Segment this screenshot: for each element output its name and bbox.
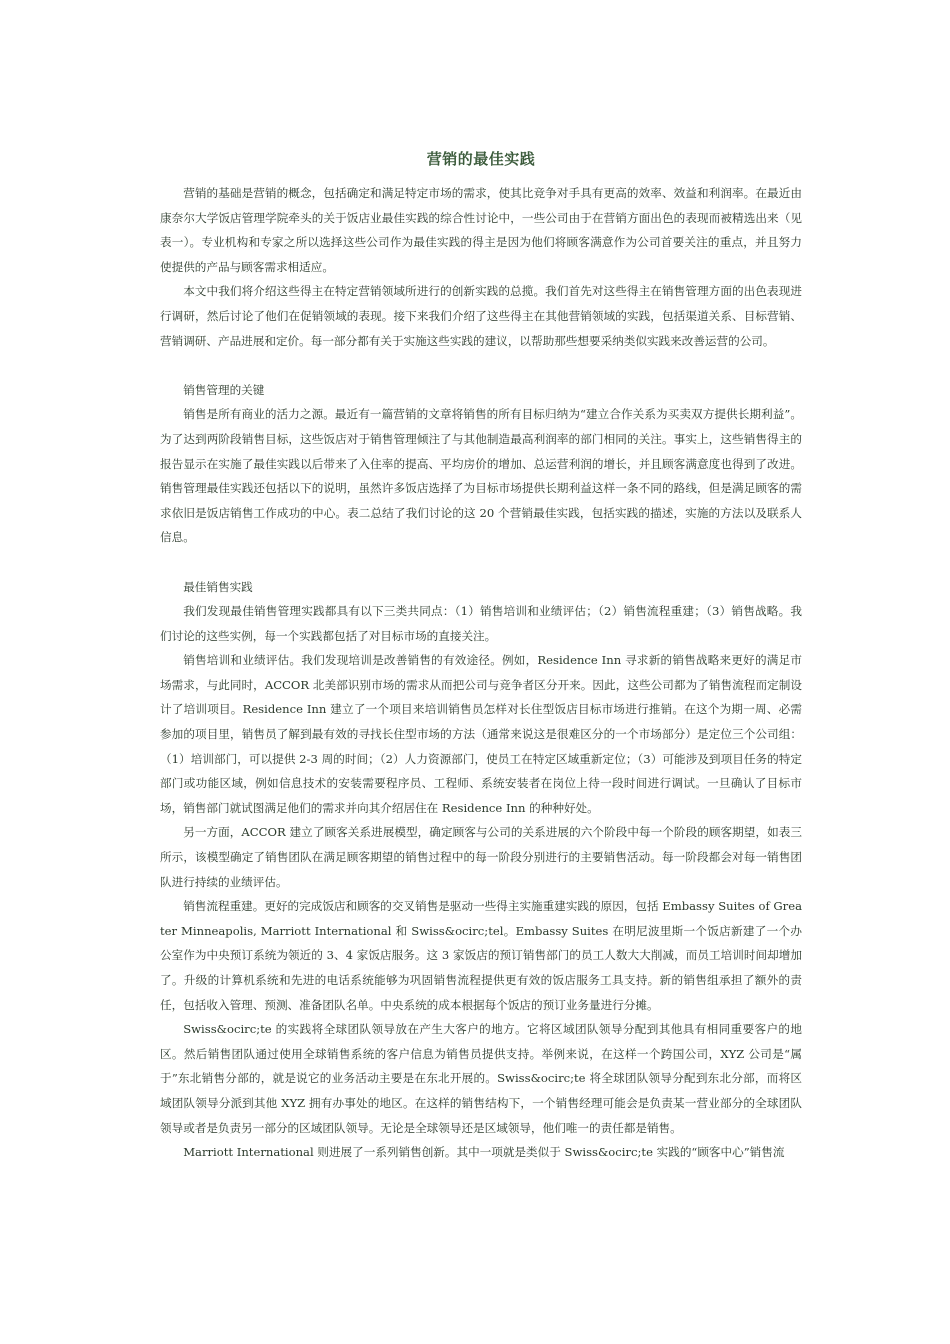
document-title: 营销的最佳实践 (426, 150, 536, 168)
best-practice-paragraph-5: Swiss&ocirc;te 的实践将全球团队领导放在产生大客户的地方。它将区域团队领导分配到其他具有相同重要客户的地区。然后销售团队通过使用全球销售系统的客户信息为销售员提供支持。举例来说，在这样一个跨国公司，XYZ 公司是“属于”东北销售分部的，就是说它的业务活动主要是在东北开展的。Swiss&ocirc;te 将全球团队领导分配到东北分部，而将区域团队领导分派到其他 XYZ 拥有办事处的地区。在这样的销售结构下，一个销售经理可能会是负责某一营业部分的全球团队领导或者是负责另一部分的区域团队领导。无论是全球领导还是区域领导，他们唯一的责任都是销售。 (160, 1022, 802, 1135)
intro-paragraph-1: 营销的基础是营销的概念，包括确定和满足特定市场的需求，使其比竞争对手具有更高的效率、效益和利润率。在最近由康奈尔大学饭店管理学院牵头的关于饭店业最佳实践的综合性讨论中，一些公司由于在营销方面出色的表现而被精选出来（见表一）。专业机构和专家之所以选择这些公司作为最佳实践的得主是因为他们将顾客满意作为公司首要关注的重点，并且努力使提供的产品与顾客需求相适应。 (160, 186, 802, 274)
section-heading-best-sales-practice: 最佳销售实践 (183, 579, 253, 594)
best-practice-paragraph-3: 另一方面，ACCOR 建立了顾客关系进展模型，确定顾客与公司的关系进展的六个阶段中每一个阶段的顾客期望，如表三所示，该模型确定了销售团队在满足顾客期望的销售过程中的每一阶段分别进行的主要销售活动。每一阶段都会对每一销售团队进行持续的业绩评估。 (160, 825, 802, 889)
best-practice-paragraph-6: Marriott International 则进展了一系列销售创新。其中一项就是类似于 Swiss&ocirc;te 实践的“顾客中心”销售流 (183, 1145, 785, 1160)
intro-paragraph-2: 本文中我们将介绍这些得主在特定营销领域所进行的创新实践的总揽。我们首先对这些得主在销售管理方面的出色表现进行调研，然后讨论了他们在促销领域的表现。接下来我们介绍了这些得主在其他营销领域的实践，包括渠道关系、目标营销、营销调研、产品进展和定价。每一部分都有关于实施这些实践的建议，以帮助那些想要采纳类似实践来改善运营的公司。 (160, 284, 802, 348)
best-practice-paragraph-2: 销售培训和业绩评估。我们发现培训是改善销售的有效途径。例如，Residence Inn 寻求新的销售战略来更好的满足市场需求，与此同时，ACCOR 北美部识别市场的需求从而把公司与竞争者区分开来。因此，这些公司都为了销售流程而定制设计了培训项目。Residence Inn 建立了一个项目来培训销售员怎样对长住型饭店目标市场进行推销。在这个为期一周、必需参加的项目里，销售员了解到最有效的寻找长住型市场的方法（通常来说这是很难区分的一个市场部分）是定位三个公司组：（1）培训部门，可以提供 2-3 周的时间；（2）人力资源部门，使员工在特定区域重新定位；（3）可能涉及到项目任务的特定部门或功能区域，例如信息技术的安装需要程序员、工程师、系统安装者在岗位上待一段时间进行调试。一旦确认了目标市场，销售部门就试图满足他们的需求并向其介绍居住在 Residence Inn 的种种好处。 (160, 653, 802, 815)
document-page (160, 148, 802, 1165)
best-practice-paragraph-1: 我们发现最佳销售管理实践都具有以下三类共同点：（1）销售培训和业绩评估；（2）销售流程重建；（3）销售战略。我们讨论的这些实例，每一个实践都包括了对目标市场的直接关注。 (160, 604, 802, 643)
sales-management-paragraph: 销售是所有商业的活力之源。最近有一篇营销的文章将销售的所有目标归纳为“建立合作关系为买卖双方提供长期利益”。为了达到两阶段销售目标，这些饭店对于销售管理倾注了与其他制造最高利润率的部门相同的关注。事实上，这些销售得主的报告显示在实施了最佳实践以后带来了入住率的提高、平均房价的增加、总运营利润的增长，并且顾客满意度也得到了改进。销售管理最佳实践还包括以下的说明，虽然许多饭店选择了为目标市场提供长期利益这样一条不同的路线，但是满足顾客的需求依旧是饭店销售工作成功的中心。表二总结了我们讨论的这 20 个营销最佳实践，包括实践的描述，实施的方法以及联系人信息。 (160, 407, 802, 545)
best-practice-paragraph-4: 销售流程重建。更好的完成饭店和顾客的交叉销售是驱动一些得主实施重建实践的原因，包括 Embassy Suites of Greater Minneapolis, Marriott International 和 Swiss&ocirc;tel。Embassy Suites 在明尼波里斯一个饭店新建了一个办公室作为中央预订系统为领近的 3、4 家饭店服务。这 3 家饭店的预订销售部门的员工人数大大削减，而员工培训时间却增加了。升级的计算机系统和先进的电话系统能够为巩固销售流程提供更有效的饭店服务工具支持。新的销售组承担了额外的责任，包括收入管理、预测、准备团队名单。中央系统的成本根据每个饭店的预订业务量进行分摊。 (160, 899, 802, 1012)
section-heading-sales-management: 销售管理的关键 (183, 382, 265, 397)
